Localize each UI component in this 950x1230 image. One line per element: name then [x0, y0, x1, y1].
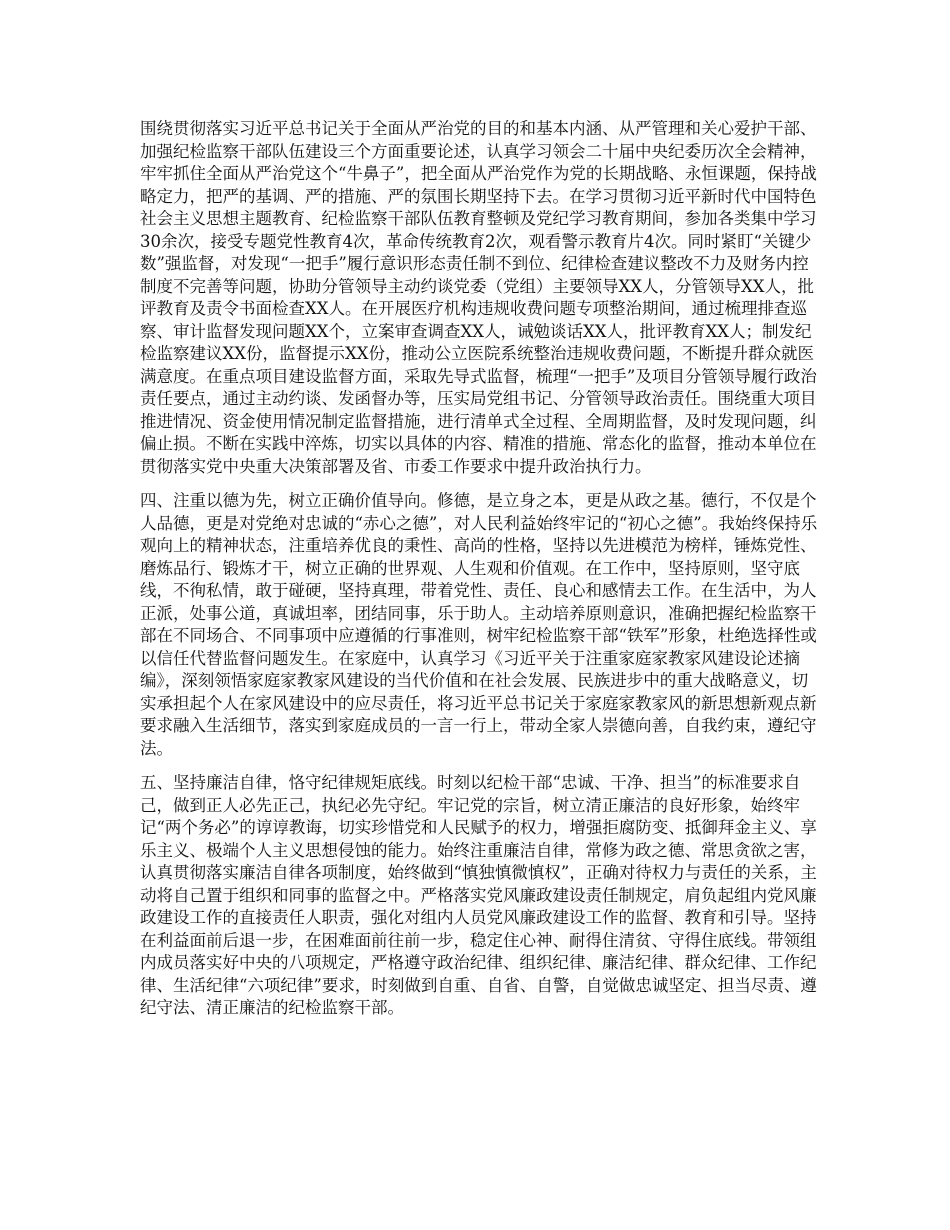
paragraph-supervision: 围绕贯彻落实习近平总书记关于全面从严治党的目的和基本内涵、从严管理和关心爱护干部、加强纪检监察干部队伍建设三个方面重要论述，认真学习领会二十届中央纪委历次全会精神，牢牢抓住全面从严治党这个“牛鼻子”，把全面从严治党作为党的长期战略、永恒课题，保持战略定力，把严的基调、严的措施、严的氛围长期坚持下去。在学习贯彻习近平新时代中国特色社会主义思想主题教育、纪检监察干部队伍教育整顿及党纪学习教育期间，参加各类集中学习30余次，接受专题党性教育4次，革命传统教育2次，观看警示教育片4次。同时紧盯“关键少数”强监督，对发现“一把手”履行意识形态责任制不到位、纪律检查建议整改不力及财务内控制度不完善等问题，协助分管领导主动约谈党委（党组）主要领导XX人，分管领导XX人，批评教育及责令书面检查XX人。在开展医疗机构违规收费问题专项整治期间，通过梳理排查巡察、审计监督发现问题XX个，立案审查调查XX人，诫勉谈话XX人，批评教育XX人；制发纪检监察建议XX份，监督提示XX份，推动公立医院系统整治违规收费问题，不断提升群众就医满意度。在重点项目建设监督方面，采取先导式监督，梳理“一把手”及项目分管领导履行政治责任要点，通过主动约谈、发函督办等，压实局党组书记、分管领导政治责任。围绕重大项目推进情况、资金使用情况制定监督措施，进行清单式全过程、全周期监督，及时发现问题，纠偏止损。不断在实践中淬炼，切实以具体的内容、精准的措施、常态化的监督，推动本单位在贯彻落实党中央重大决策部署及省、市委工作要求中提升政治执行力。	[140, 119, 817, 476]
document-page	[140, 118, 818, 1020]
paragraph-virtue: 四、注重以德为先，树立正确价值导向。修德，是立身之本，更是从政之基。德行，不仅是个人品德，更是对党绝对忠诚的“赤心之德”，对人民利益始终牢记的“初心之德”。我始终保持乐观向上的精神状态，注重培养优良的秉性、高尚的性格，坚持以先进模范为榜样，锤炼党性、磨炼品行、锻炼才干，树立正确的世界观、人生观和价值观。在工作中，坚持原则，坚守底线，不徇私情，敢于碰硬，坚持真理，带着党性、责任、良心和感情去工作。在生活中，为人正派，处事公道，真诚坦率，团结同事，乐于助人。主动培养原则意识，准确把握纪检监察干部在不同场合、不同事项中应遵循的行事准则，树牢纪检监察干部“铁军”形象，杜绝选择性或以信任代替监督问题发生。在家庭中，认真学习《习近平关于注重家庭家教家风建设论述摘编》，深刻领悟家庭家教家风建设的当代价值和在社会发展、民族进步中的重大战略意义，切实承担起个人在家风建设中的应尽责任，将习近平总书记关于家庭家教家风的新思想新观点新要求融入生活细节，落实到家庭成员的一言一行上，带动全家人崇德向善，自我约束，遵纪守法。	[140, 491, 818, 758]
paragraph-integrity: 五、坚持廉洁自律，恪守纪律规矩底线。时刻以纪检干部“忠诚、干净、担当”的标准要求自己，做到正人必先正己，执纪必先守纪。牢记党的宗旨，树立清正廉洁的良好形象，始终牢记“两个务必”的谆谆教诲，切实珍惜党和人民赋予的权力，增强拒腐防变、抵御拜金主义、享乐主义、极端个人主义思想侵蚀的能力。始终注重廉洁自律，常修为政之德、常思贪欲之害，认真贯彻落实廉洁自律各项制度，始终做到“慎独慎微慎权”，正确对待权力与责任的关系，主动将自己置于组织和同事的监督之中。严格落实党风廉政建设责任制规定，肩负起组内党风廉政建设工作的直接责任人职责，强化对组内人员党风廉政建设工作的监督、教育和引导。坚持在利益面前后退一步，在困难面前往前一步，稳定住心神、耐得住清贫、守得住底线。带领组内成员落实好中央的八项规定，严格遵守政治纪律、组织纪律、廉洁纪律、群众纪律、工作纪律、生活纪律“六项纪律”要求，时刻做到自重、自省、自警，自觉做忠诚坚定、担当尽责、遵纪守法、清正廉洁的纪检监察干部。	[140, 773, 817, 1017]
